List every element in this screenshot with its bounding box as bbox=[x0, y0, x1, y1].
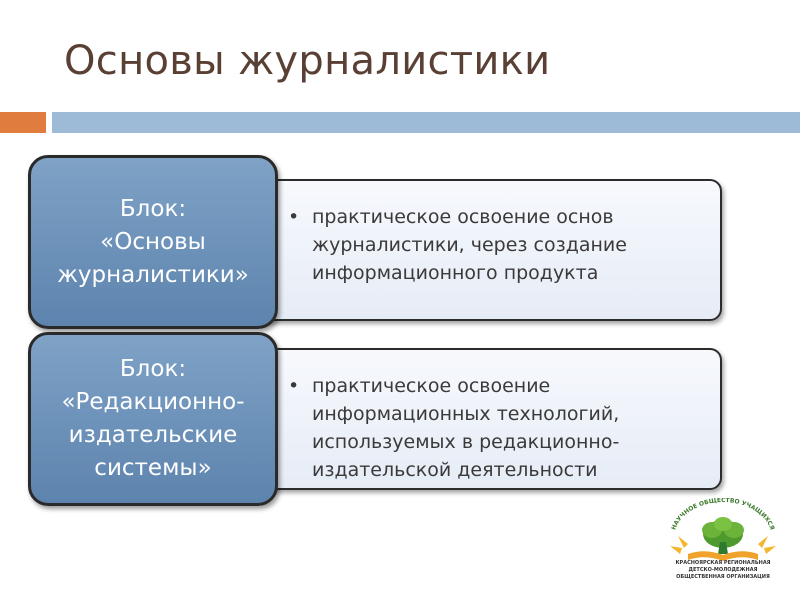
detail-text: практическое освоение информационных технологий, используемых в редакционно-издательской деятельности bbox=[312, 375, 620, 481]
bullet-icon: • bbox=[288, 206, 300, 228]
detail-box-journalism bbox=[230, 179, 722, 321]
block-label-line: Блок: bbox=[119, 356, 187, 382]
detail-item bbox=[288, 372, 704, 484]
logo-text-line: КРАСНОЯРСКАЯ РЕГИОНАЛЬНАЯ bbox=[675, 560, 771, 566]
block-label-line: Блок: bbox=[119, 195, 187, 222]
detail-box-publishing bbox=[230, 348, 722, 490]
tree-emblem-icon bbox=[662, 498, 784, 562]
block-label-line: системы» bbox=[94, 455, 212, 481]
detail-text: практическое освоение основ журналистики, через создание информационного продукта bbox=[312, 206, 627, 284]
accent-bar-orange bbox=[0, 112, 46, 133]
logo-arc-text: НАУЧНОЕ ОБЩЕСТВО УЧАЩИХСЯ bbox=[670, 498, 776, 532]
accent-bar-blue bbox=[52, 112, 800, 133]
block-label-publishing bbox=[28, 332, 278, 506]
block-row-publishing bbox=[0, 330, 800, 506]
bullet-icon: • bbox=[288, 375, 300, 397]
slide-title: Основы журналистики bbox=[64, 38, 551, 84]
organization-logo bbox=[662, 498, 784, 590]
logo-text-line: ОБЩЕСТВЕННАЯ ОРГАНИЗАЦИЯ bbox=[676, 574, 770, 580]
block-row-journalism bbox=[0, 155, 800, 331]
block-label-line: журналистики» bbox=[57, 261, 249, 288]
block-label-line: «Основы bbox=[100, 228, 206, 255]
block-label-line: издательские bbox=[68, 422, 238, 448]
detail-item bbox=[288, 203, 704, 287]
logo-text-line: ДЕТСКО-МОЛОДЕЖНАЯ bbox=[688, 567, 758, 573]
block-label-journalism bbox=[28, 155, 278, 329]
block-label-line: «Редакционно- bbox=[61, 389, 245, 415]
